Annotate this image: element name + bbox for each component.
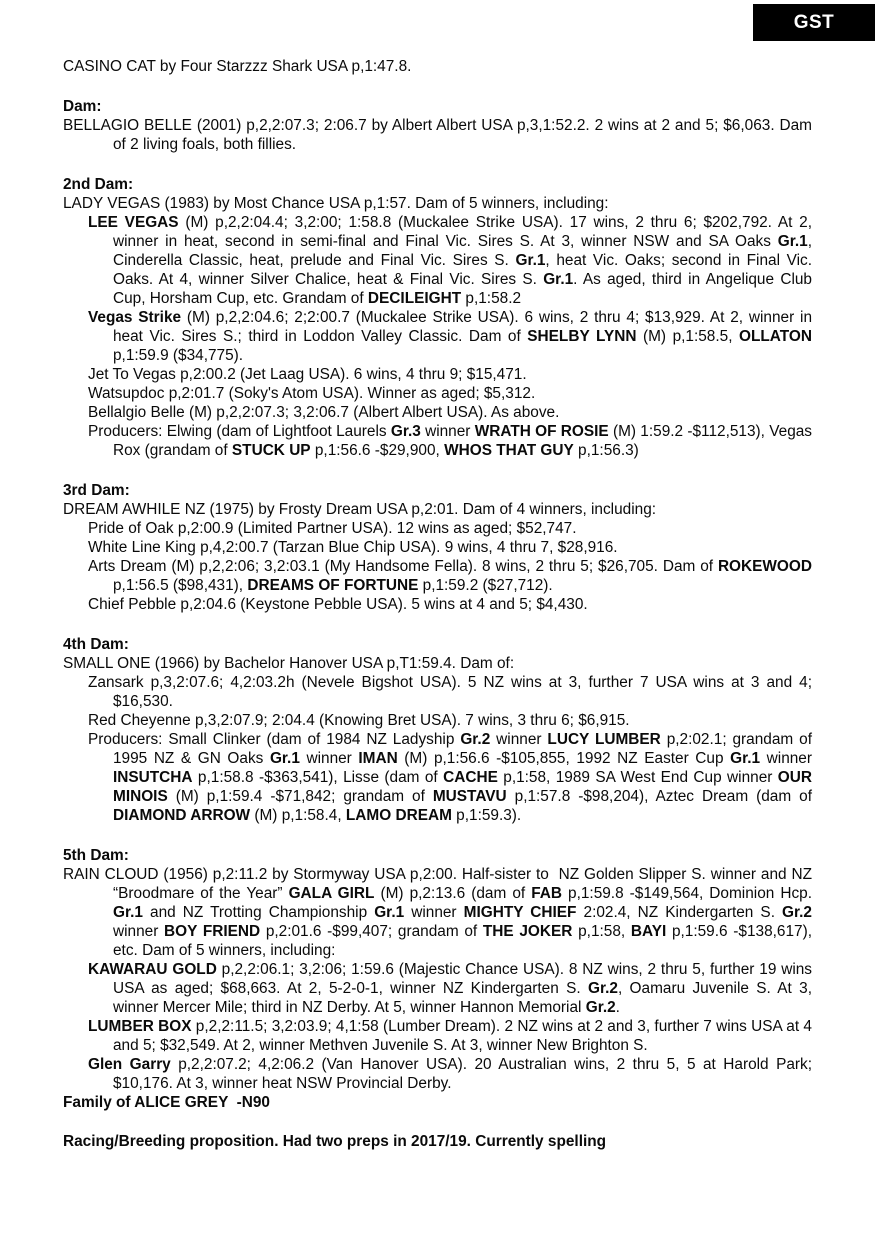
pedigree-entry: DREAM AWHILE NZ (1975) by Frosty Dream USA p,2:01. Dam of 4 winners, including: <box>63 501 657 518</box>
family-line: Family of ALICE GREY -N90 <box>63 1094 270 1111</box>
page-title: CASINO CAT by Four Starzzz Shark USA p,1:47.8. <box>63 58 412 75</box>
pedigree-entry: Bellalgio Belle (M) p,2,2:07.3; 3,2:06.7 (Albert Albert USA). As above. <box>88 404 560 421</box>
pedigree-entry: Pride of Oak p,2:00.9 (Limited Partner USA). 12 wins as aged; $52,747. <box>88 520 577 537</box>
pedigree-entry: Zansark p,3,2:07.6; 4,2:03.2h (Nevele Bigshot USA). 5 NZ wins at 3, further 7 USA wins at 3 and 4; $16,530. <box>88 674 812 710</box>
pedigree-entry: Producers: Small Clinker (dam of 1984 NZ Ladyship Gr.2 winner LUCY LUMBER p,2:02.1; grandam of 1995 NZ & GN Oaks Gr.1 winner IMAN (M) p,1:56.6 -$105,855, 1992 NZ Easter Cup Gr.1 winner INSUTCHA p,1:58.8 -$363,541), Lisse (dam of CACHE p,1:58, 1989 SA West End Cup winner OUR MINOIS (M) p,1:59.4 -$71,842; grandam of MUSTAVU p,1:57.8 -$98,204), Aztec Dream (dam of DIAMOND ARROW (M) p,1:58.4, LAMO DREAM p,1:59.3). <box>88 731 812 824</box>
pedigree-entry: Producers: Elwing (dam of Lightfoot Laurels Gr.3 winner WRATH OF ROSIE (M) 1:59.2 -$112,513), Vegas Rox (grandam of STUCK UP p,1:56.6 -$29,900, WHOS THAT GUY p,1:56.3) <box>88 423 813 459</box>
section-heading-4th-dam: 4th Dam: <box>63 636 129 653</box>
pedigree-entry: Vegas Strike (M) p,2,2:04.6; 2;2:00.7 (Muckalee Strike USA). 6 wins, 2 thru 4; $13,929. At 2, winner in heat Vic. Sires S.; third in Loddon Valley Classic. Dam of SHELBY LYNN (M) p,1:58.5, OLLATON p,1:59.9 ($34,775). <box>88 309 812 364</box>
section-heading-3rd-dam: 3rd Dam: <box>63 482 130 499</box>
pedigree-entry: KAWARAU GOLD p,2,2:06.1; 3,2:06; 1:59.6 (Majestic Chance USA). 8 NZ wins, 2 thru 5, further 19 wins USA as aged; $68,663. At 2, 5-2-0-1, winner NZ Kindergarten S. Gr.2, Oamaru Juvenile S. At 3, winner Mercer Mile; third in NZ Derby. At 5, winner Hannon Memorial Gr.2. <box>88 961 813 1016</box>
pedigree-entry: Jet To Vegas p,2:00.2 (Jet Laag USA). 6 wins, 4 thru 9; $15,471. <box>88 366 527 383</box>
section-heading-dam: Dam: <box>63 98 102 115</box>
racing-breeding-note: Racing/Breeding proposition. Had two preps in 2017/19. Currently spelling <box>63 1133 607 1150</box>
pedigree-entry: SMALL ONE (1966) by Bachelor Hanover USA p,T1:59.4. Dam of: <box>63 655 515 672</box>
pedigree-entry: Red Cheyenne p,3,2:07.9; 2:04.4 (Knowing Bret USA). 7 wins, 3 thru 6; $6,915. <box>88 712 630 729</box>
pedigree-entry: Chief Pebble p,2:04.6 (Keystone Pebble USA). 5 wins at 4 and 5; $4,430. <box>88 596 588 613</box>
pedigree-entry: White Line King p,4,2:00.7 (Tarzan Blue Chip USA). 9 wins, 4 thru 7, $28,916. <box>88 539 618 556</box>
pedigree-sections <box>63 97 812 1093</box>
pedigree-entry: Glen Garry p,2,2:07.2; 4,2:06.2 (Van Hanover USA). 20 Australian wins, 2 thru 5, 5 at Harold Park; $10,176. At 3, winner heat NSW Provincial Derby. <box>88 1056 812 1092</box>
gst-label: GST <box>793 12 835 33</box>
pedigree-entry: LUMBER BOX p,2,2:11.5; 3,2:03.9; 4,1:58 (Lumber Dream). 2 NZ wins at 2 and 3, further 7 wins USA at 4 and 5; $32,549. At 2, winner Methven Juvenile S. At 3, winner New Brighton S. <box>88 1018 812 1054</box>
pedigree-entry: LADY VEGAS (1983) by Most Chance USA p,1:57. Dam of 5 winners, including: <box>63 195 609 212</box>
section-heading-2nd-dam: 2nd Dam: <box>63 176 134 193</box>
gst-badge <box>753 4 875 41</box>
pedigree-entry: Arts Dream (M) p,2,2:06; 3,2:03.1 (My Handsome Fella). 8 wins, 2 thru 5; $26,705. Dam of ROKEWOOD p,1:56.5 ($98,431), DREAMS OF FORTUNE p,1:59.2 ($27,712). <box>88 558 812 594</box>
pedigree-entry: BELLAGIO BELLE (2001) p,2,2:07.3; 2:06.7 by Albert Albert USA p,3,1:52.2. 2 wins at 2 and 5; $6,063. Dam of 2 living foals, both fillies. <box>63 117 812 153</box>
section-heading-5th-dam: 5th Dam: <box>63 847 129 864</box>
pedigree-entry: RAIN CLOUD (1956) p,2:11.2 by Stormyway USA p,2:00. Half-sister to NZ Golden Slipper S. winner and NZ “Broodmare of the Year” GALA GIRL (M) p,2:13.6 (dam of FAB p,1:59.8 -$149,564, Dominion Hcp. Gr.1 and NZ Trotting Championship Gr.1 winner MIGHTY CHIEF 2:02.4, NZ Kindergarten S. Gr.2 winner BOY FRIEND p,2:01.6 -$99,407; grandam of THE JOKER p,1:58, BAYI p,1:59.6 -$138,617), etc. Dam of 5 winners, including: <box>63 866 813 959</box>
pedigree-entry: LEE VEGAS (M) p,2,2:04.4; 3,2:00; 1:58.8 (Muckalee Strike USA). 17 wins, 2 thru 6; $202,792. At 2, winner in heat, second in semi-final and Final Vic. Sires S. At 3, winner NSW and SA Oaks Gr.1, Cinderella Classic, heat, prelude and Final Vic. Sires S. Gr.1, heat Vic. Oaks; second in Final Vic. Oaks. At 4, winner Silver Chalice, heat & Final Vic. Sires S. Gr.1. As aged, third in Angelique Club Cup, Horsham Cup, etc. Grandam of DECILEIGHT p,1:58.2 <box>88 214 812 307</box>
pedigree-entry: Watsupdoc p,2:01.7 (Soky's Atom USA). Winner as aged; $5,312. <box>88 385 536 402</box>
